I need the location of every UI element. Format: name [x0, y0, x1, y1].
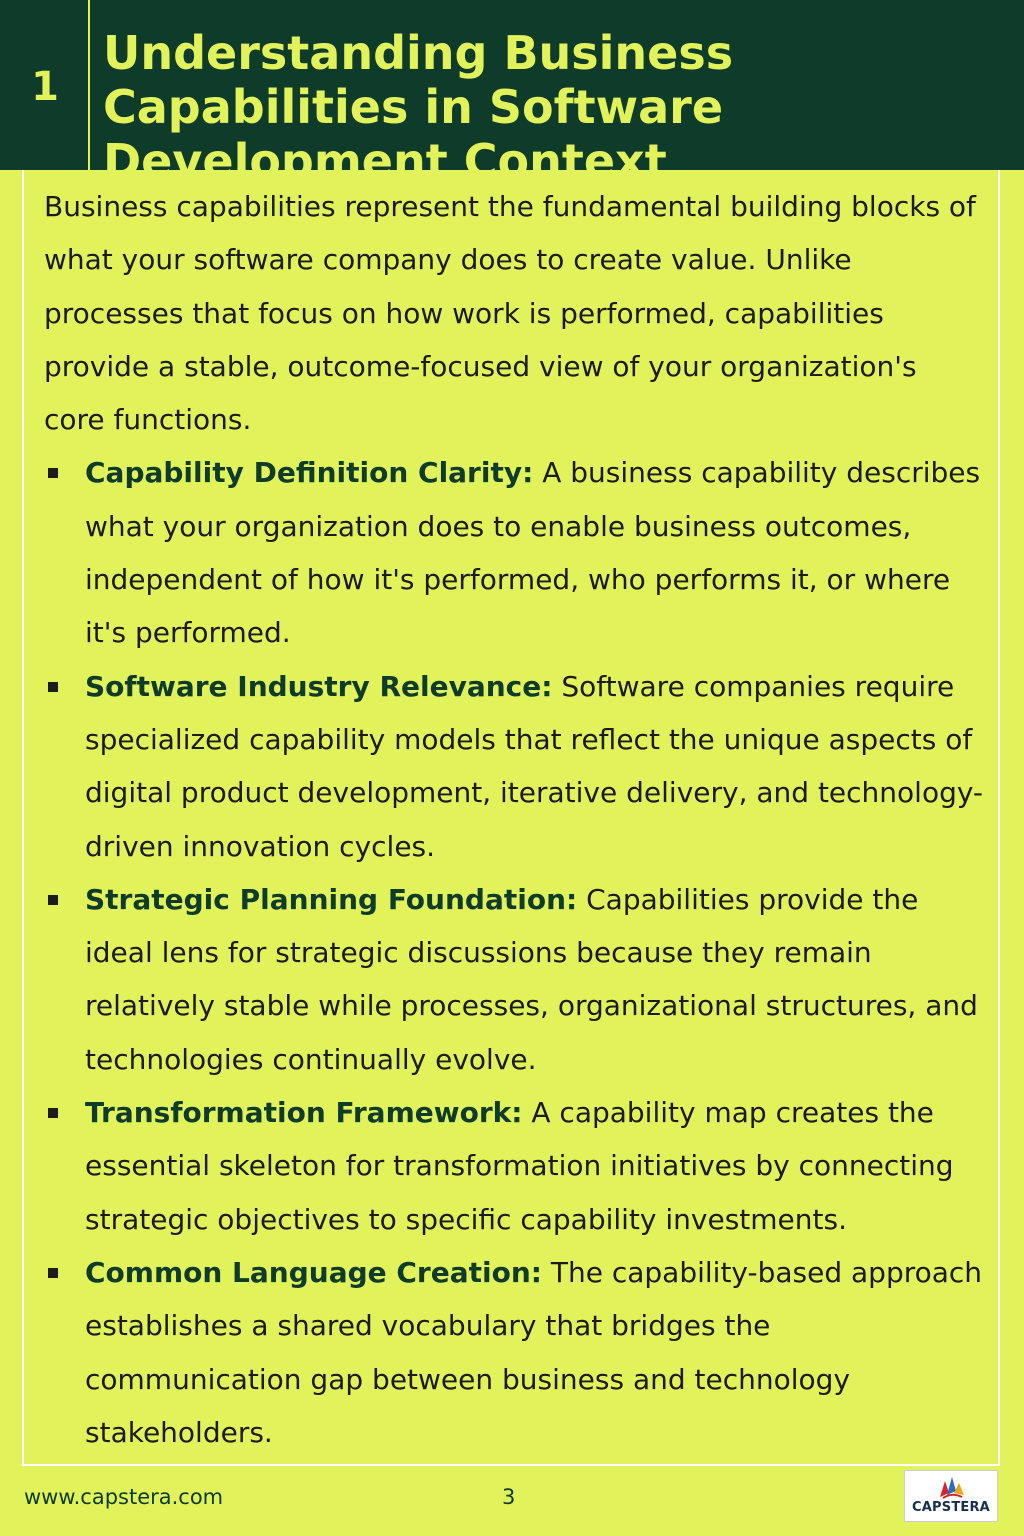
square-bullet-icon	[48, 895, 58, 905]
page-number: 3	[502, 1485, 516, 1509]
item-title: Software Industry Relevance:	[85, 669, 553, 703]
item-title: Transformation Framework:	[85, 1096, 523, 1130]
capability-list	[44, 446, 984, 1459]
square-bullet-icon	[48, 468, 58, 478]
intro-paragraph: Business capabilities represent the fundamental building blocks of what your software company does to create value. Unlike processes that focus on how work is performed, capabilities provide a stable, outcome-focused view of your organization's core functions.	[44, 190, 976, 437]
footer-website-link[interactable]: www.capstera.com	[24, 1485, 224, 1509]
item-text: The capability-based approach establishes a shared vocabulary that bridges the communication gap between business and technology stakeholders.	[85, 1255, 983, 1449]
list-item	[44, 1086, 984, 1246]
list-item	[44, 660, 984, 873]
logo-mark-icon	[937, 1475, 967, 1501]
square-bullet-icon	[48, 1108, 58, 1118]
content-body	[44, 180, 984, 1459]
square-bullet-icon	[48, 682, 58, 692]
item-title: Capability Definition Clarity:	[85, 456, 534, 490]
item-title: Common Language Creation:	[85, 1255, 542, 1289]
page-title: Understanding Business Capabilities in Software Development Context	[103, 26, 734, 188]
list-item	[44, 446, 984, 659]
item-title: Strategic Planning Foundation:	[85, 882, 578, 916]
item-text: Capabilities provide the ideal lens for strategic discussions because they remain relatively stable while processes, organizational structures, and technologies continually evolve.	[85, 882, 978, 1076]
item-text: A capability map creates the essential skeleton for transformation initiatives by connecting strategic objectives to specific capability investments.	[85, 1096, 954, 1236]
item-text: Software companies require specialized capability models that reflect the unique aspects of digital product development, iterative delivery, and technology-driven innovation cycles.	[85, 669, 984, 863]
list-item	[44, 1246, 984, 1459]
logo-text: CAPSTERA	[912, 1500, 990, 1515]
header-divider	[88, 0, 90, 170]
capstera-logo	[904, 1470, 998, 1522]
section-number: 1	[31, 64, 59, 110]
list-item	[44, 873, 984, 1086]
square-bullet-icon	[48, 1268, 58, 1278]
item-text: A business capability describes what your organization does to enable business outcomes, independent of how it's performed, who performs it, or where it's performed.	[85, 456, 981, 650]
